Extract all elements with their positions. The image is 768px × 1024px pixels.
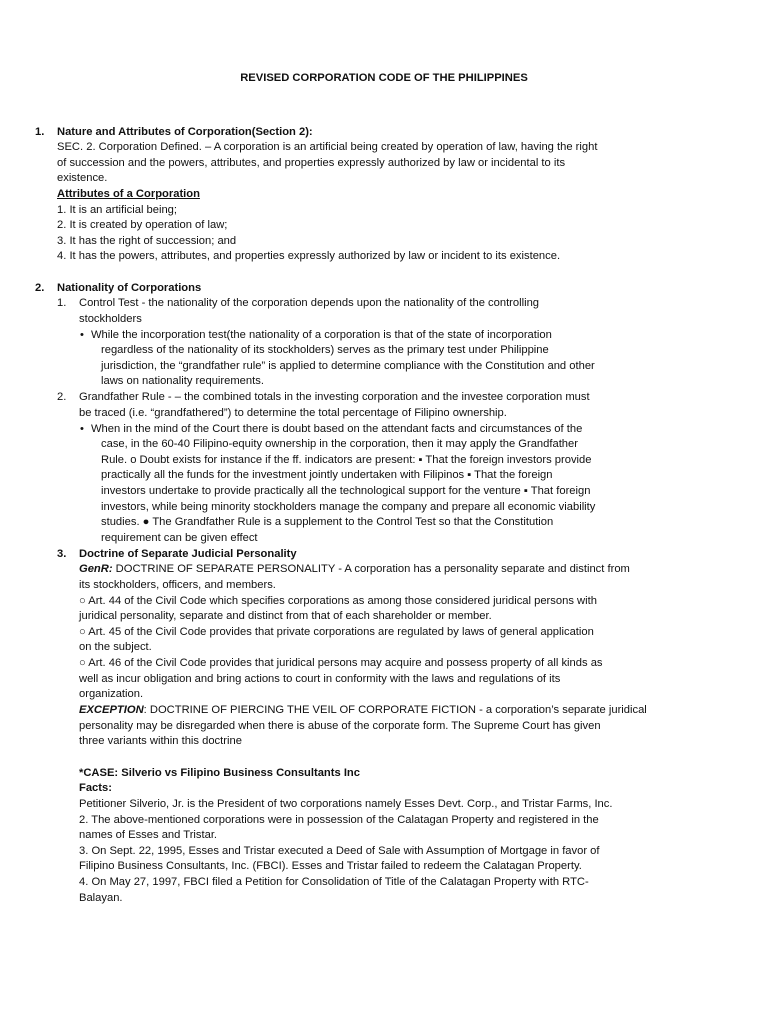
fact-line: 4. On May 27, 1997, FBCI filed a Petition for Consolidation of Title of the Calatagan Property with RTC- bbox=[79, 876, 589, 888]
exception-text: : DOCTRINE OF PIERCING THE VEIL OF CORPORATE FICTION - a corporation’s separate juridical bbox=[143, 704, 647, 716]
case-heading: *CASE: Silverio vs Filipino Business Consultants Inc bbox=[79, 767, 360, 779]
art-46-line: ○ Art. 46 of the Civil Code provides that juridical persons may acquire and possess property of all kinds as bbox=[79, 657, 603, 669]
section-2-heading: Nationality of Corporations bbox=[57, 282, 202, 294]
section-1-paragraph-line: existence. bbox=[57, 172, 108, 184]
general-rule-label: GenR: bbox=[79, 563, 113, 575]
exception-line: personality may be disregarded when there is abuse of the corporate form. The Supreme Court has given bbox=[79, 720, 601, 732]
general-rule-text: DOCTRINE OF SEPARATE PERSONALITY - A corporation has a personality separate and distinct from bbox=[112, 563, 630, 575]
attributes-subheading: Attributes of a Corporation bbox=[57, 188, 200, 200]
bullet-icon: • bbox=[80, 329, 84, 341]
bullet-text-line: investors, while being minority stockholders manage the company and prepare all economic viability bbox=[101, 501, 596, 513]
attribute-item: 1. It is an artificial being; bbox=[57, 204, 178, 216]
art-45-line: ○ Art. 45 of the Civil Code provides that private corporations are regulated by laws of general application bbox=[79, 626, 594, 638]
attribute-item: 2. It is created by operation of law; bbox=[57, 219, 228, 231]
section-1-paragraph-line: of succession and the powers, attributes, and properties expressly authorized by law or incidental to its bbox=[57, 157, 566, 169]
list-item-number: 3. bbox=[57, 548, 67, 560]
control-test-line: Control Test - the nationality of the corporation depends upon the nationality of the controlling bbox=[79, 297, 540, 309]
facts-label: Facts: bbox=[79, 782, 112, 794]
attribute-item: 4. It has the powers, attributes, and properties expressly authorized by law or incident to its existence. bbox=[57, 250, 561, 262]
exception-line bbox=[79, 703, 647, 719]
exception-line: three variants within this doctrine bbox=[79, 735, 242, 747]
bullet-text-line: jurisdiction, the “grandfather rule” is applied to determine compliance with the Constitution and other bbox=[101, 360, 595, 372]
separate-personality-heading: Doctrine of Separate Judicial Personality bbox=[79, 548, 297, 560]
bullet-icon: • bbox=[80, 423, 84, 435]
fact-line: Balayan. bbox=[79, 892, 123, 904]
control-test-line: stockholders bbox=[79, 313, 142, 325]
bullet-text-line: studies. ● The Grandfather Rule is a supplement to the Control Test so that the Constitution bbox=[101, 516, 554, 528]
bullet-text-line: investors undertake to provide practically all the technological support for the venture ▪ That foreign bbox=[101, 485, 591, 497]
document-title: REVISED CORPORATION CODE OF THE PHILIPPINES bbox=[240, 72, 528, 84]
bullet-text-line: case, in the 60-40 Filipino-equity ownership in the corporation, then it may apply the Grandfather bbox=[101, 438, 578, 450]
art-46-line: well as incur obligation and bring actions to court in conformity with the laws and regulations of its bbox=[79, 673, 561, 685]
general-rule-line bbox=[79, 562, 630, 578]
art-44-line: ○ Art. 44 of the Civil Code which specifies corporations as among those considered juridical persons with bbox=[79, 595, 597, 607]
art-45-line: on the subject. bbox=[79, 641, 152, 653]
section-2-number: 2. bbox=[35, 282, 45, 294]
art-44-line: juridical personality, separate and distinct from that of each shareholder or member. bbox=[79, 610, 492, 622]
bullet-text-line: While the incorporation test(the nationality of a corporation is that of the state of incorporation bbox=[91, 329, 552, 341]
fact-line: Filipino Business Consultants, Inc. (FBCI). Esses and Tristar failed to redeem the Calatagan Property. bbox=[79, 860, 582, 872]
grandfather-rule-line: be traced (i.e. “grandfathered”) to determine the total percentage of Filipino ownership. bbox=[79, 407, 507, 419]
fact-line: Petitioner Silverio, Jr. is the President of two corporations namely Esses Devt. Corp., and Tristar Farms, Inc. bbox=[79, 798, 613, 810]
bullet-text-line: When in the mind of the Court there is doubt based on the attendant facts and circumstances of the bbox=[91, 423, 583, 435]
list-item-number: 2. bbox=[57, 391, 67, 403]
bullet-text-line: Rule. o Doubt exists for instance if the ff. indicators are present: ▪ That the foreign investors provide bbox=[101, 454, 592, 466]
bullet-text-line: practically all the funds for the investment jointly undertaken with Filipinos ▪ That the foreign bbox=[101, 469, 553, 481]
bullet-text-line: regardless of the nationality of its stockholders) serves as the primary test under Philippine bbox=[101, 344, 549, 356]
fact-line: 3. On Sept. 22, 1995, Esses and Tristar executed a Deed of Sale with Assumption of Mortgage in favor of bbox=[79, 845, 600, 857]
section-1-number: 1. bbox=[35, 126, 45, 138]
list-item-number: 1. bbox=[57, 297, 67, 309]
grandfather-rule-line: Grandfather Rule - – the combined totals in the investing corporation and the investee corporation must bbox=[79, 391, 590, 403]
fact-line: names of Esses and Tristar. bbox=[79, 829, 218, 841]
attribute-item: 3. It has the right of succession; and bbox=[57, 235, 237, 247]
bullet-text-line: laws on nationality requirements. bbox=[101, 375, 264, 387]
fact-line: 2. The above-mentioned corporations were in possession of the Calatagan Property and registered in the bbox=[79, 814, 599, 826]
general-rule-line: its stockholders, officers, and members. bbox=[79, 579, 276, 591]
section-1-paragraph-line: SEC. 2. Corporation Defined. – A corporation is an artificial being created by operation of law, having the right bbox=[57, 141, 598, 153]
art-46-line: organization. bbox=[79, 688, 144, 700]
section-1-heading: Nature and Attributes of Corporation(Section 2): bbox=[57, 126, 313, 138]
bullet-text-line: requirement can be given effect bbox=[101, 532, 258, 544]
exception-label: EXCEPTION bbox=[79, 704, 144, 716]
